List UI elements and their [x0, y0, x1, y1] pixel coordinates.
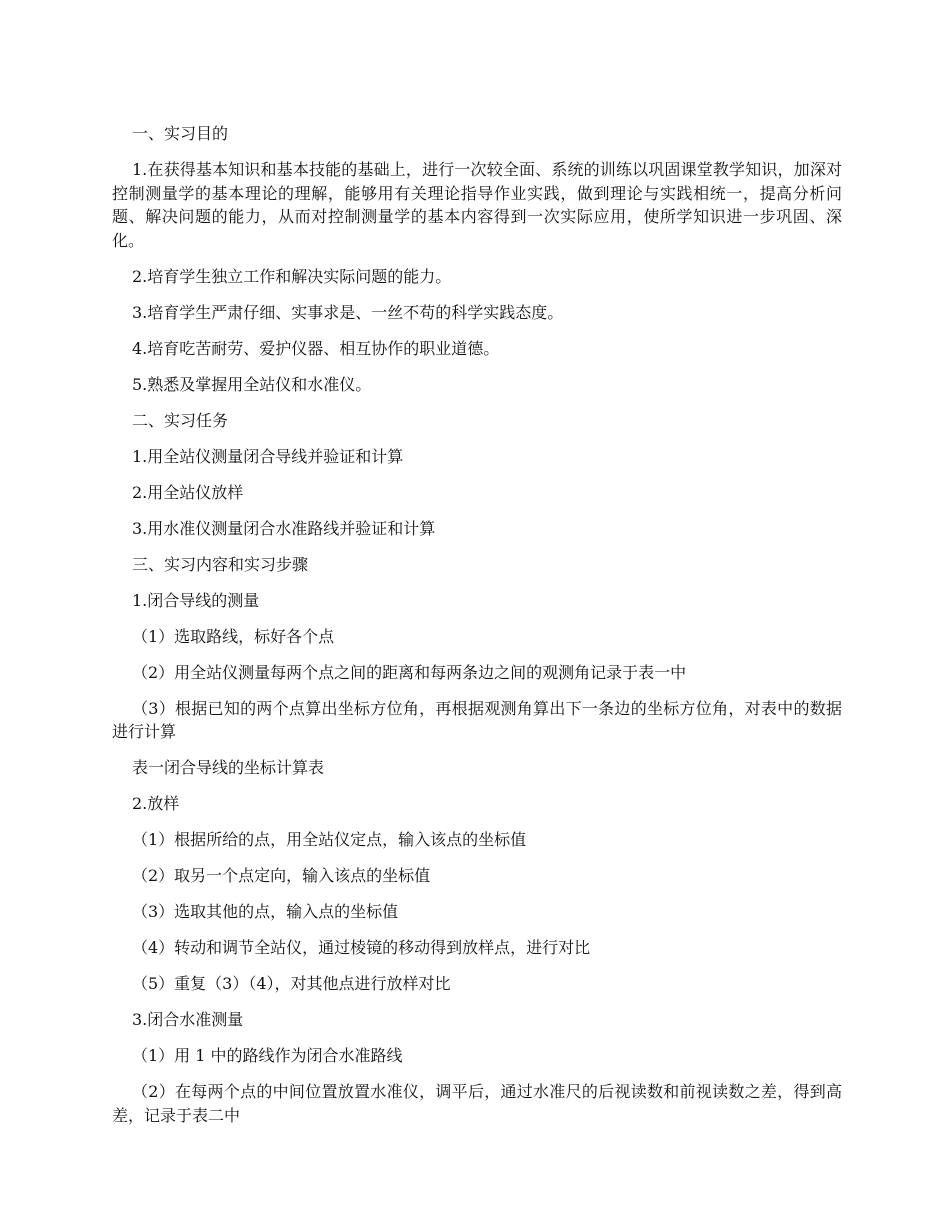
section-heading-purpose: 一、实习目的	[132, 124, 229, 143]
step-setting-out-3: （3）选取其他的点，输入点的坐标值	[132, 902, 399, 921]
paragraph-purpose-3: 3.培育学生严肃仔细、实事求是、一丝不苟的科学实践态度。	[132, 302, 564, 322]
step-traverse-3: （3）根据已知的两个点算出坐标方位角，再根据观测角算出下一条边的坐标方位角，对表中的数据进行计算	[112, 698, 842, 741]
subheading-closed-traverse: 1.闭合导线的测量	[132, 590, 260, 610]
subheading-closed-leveling: 3.闭合水准测量	[132, 1010, 244, 1029]
section-heading-tasks: 二、实习任务	[132, 410, 229, 430]
step-setting-out-4: （4）转动和调节全站仪，通过棱镜的移动得到放样点，进行对比	[132, 938, 591, 957]
paragraph-task-1: 1.用全站仪测量闭合导线并验证和计算	[132, 446, 404, 466]
paragraph-purpose-2: 2.培育学生独立工作和解决实际问题的能力。	[132, 266, 452, 286]
step-leveling-1: （1）用 1 中的路线作为闭合水准路线	[132, 1046, 403, 1065]
table-caption-1: 表一闭合导线的坐标计算表	[132, 758, 325, 777]
paragraph-purpose-4: 4.培育吃苦耐劳、爱护仪器、相互协作的职业道德。	[132, 338, 500, 358]
step-setting-out-1: （1）根据所给的点，用全站仪定点，输入该点的坐标值	[132, 830, 527, 849]
subheading-setting-out: 2.放样	[132, 794, 180, 813]
step-traverse-2: （2）用全站仪测量每两个点之间的距离和每两条边之间的观测角记录于表一中	[132, 662, 687, 682]
document-page	[112, 122, 842, 1140]
section-heading-content-steps: 三、实习内容和实习步骤	[132, 554, 309, 574]
step-leveling-2: （2）在每两个点的中间位置放置水准仪，调平后，通过水准尺的后视读数和前视读数之差，得到高差，记录于表二中	[112, 1082, 842, 1125]
paragraph-task-3: 3.用水准仪测量闭合水准路线并验证和计算	[132, 518, 436, 538]
step-setting-out-2: （2）取另一个点定向，输入该点的坐标值	[132, 866, 431, 885]
paragraph-task-2: 2.用全站仪放样	[132, 482, 244, 502]
step-traverse-1: （1）选取路线，标好各个点	[132, 626, 335, 646]
step-setting-out-5: （5）重复（3）（4），对其他点进行放样对比	[132, 974, 451, 993]
paragraph-purpose-5: 5.熟悉及掌握用全站仪和水准仪。	[132, 374, 372, 394]
paragraph-purpose-1: 1.在获得基本知识和基本技能的基础上，进行一次较全面、系统的训练以巩固课堂教学知识，加深对控制测量学的基本理论的理解，能够用有关理论指导作业实践，做到理论与实践相统一，提高分析问题、解决问题的能力，从而对控制测量学的基本内容得到一次实际应用，使所学知识进一步巩固、深化。	[112, 160, 842, 250]
